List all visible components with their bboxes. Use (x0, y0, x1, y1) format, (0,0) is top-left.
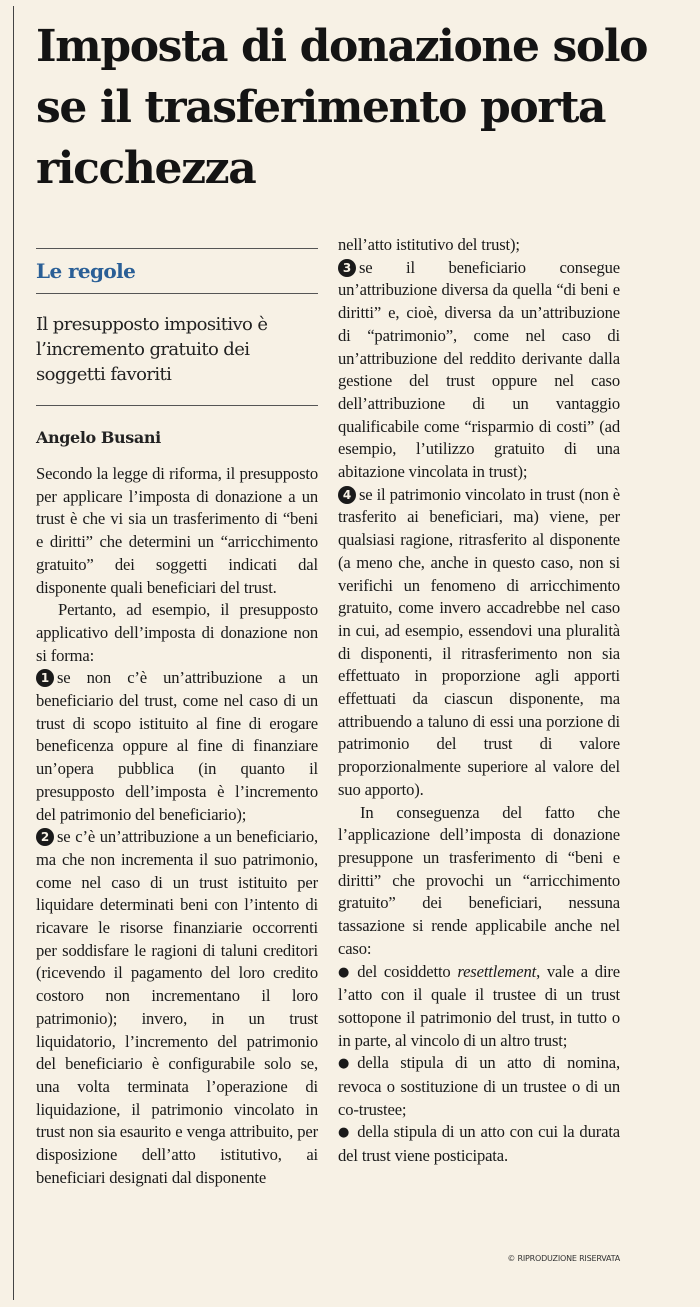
bullet-icon: ● (338, 964, 350, 980)
number-3-badge: 3 (338, 259, 356, 277)
bullet-item-3: ● della stipula di un atto con cui la durata del trust viene posticipata. (338, 1122, 620, 1166)
list-item-3: 3 se il beneficiario consegue un’attribuzione diversa da quella “di beni e diritti” e, cioè, diversa da un’attribuzione di “patrimonio”, come nel caso di un’attribuzione del reddito derivante dalla gestione del trust oppure nel caso dell’attribuzione di un vantaggio qualificabile come “risparmio di costi” (ad esempio, l’utilizzo gratuito di una abitazione vincolata in trust); (338, 257, 620, 482)
paragraph-consequence: In conseguenza del fatto che l’applicazione dell’imposta di donazione presuppone un trasferimento di “beni e diritti” che provochi un “arricchimento gratuito” dei beneficiari, nessuna tassazione si rende applicabile anche nel caso: (338, 802, 620, 958)
number-2-badge: 2 (36, 828, 54, 846)
headline: Imposta di donazione solo se il trasferimento porta ricchezza (36, 21, 648, 194)
paragraph-example: Pertanto, ad esempio, il presupposto applicativo dell’imposta di donazione non si forma: (36, 600, 318, 665)
list-item-2: 2 se c’è un’attribuzione a un beneficiario, ma che non incrementa il suo patrimonio, come nel caso di un trust istituito per liquidare determinati beni con l’intento di ricavare le risorse finanziarie occorrenti per soddisfare le ragioni di taluni creditori (ricevendo il pagamento del loro credito costoro non incrementano il loro patrimonio); invero, in un trust liquidatorio, l’incremento del patrimonio del beneficiario è configurabile solo se, una volta terminata l’operazione di liquidazione, il patrimonio vincolato in trust non sia esaurito e venga attribuito, per disposizione dell’atto istitutivo, ai beneficiari designati dal disponente (36, 827, 318, 1187)
column-divider-line (13, 6, 14, 1300)
list-item-4: 4 se il patrimonio vincolato in trust (non è trasferito ai beneficiari, ma) viene, per qualsiasi ragione, ritrasferito al disponente (a meno che, anche in questo caso, non si verifichi un fenomeno di arricchimento gratuito, come invero accadrebbe nel caso in cui, ad esempio, essendovi una pluralità di disponenti, il ritrasferimento non sia effettuato in proporzione agli apporti effettuati da ciascun disponente, ma attribuendo a taluno di essi una porzione di patrimonio del trust di valore proporzionalmente superiore al valore del suo apporto). (338, 484, 620, 799)
paragraph-intro: Secondo la legge di riforma, il presupposto per applicare l’imposta di donazione a un trust è che vi sia un trasferimento di “beni e diritti” che determini un “arricchimento gratuito” dei soggetti indicati dal disponente quali beneficiari del trust. (36, 464, 318, 597)
top-rule (36, 248, 318, 249)
list-item-2-continued: nell’atto istitutivo del trust); (338, 235, 520, 254)
section-label: Le regole (36, 259, 136, 283)
bullet-item-1: ● del cosiddetto resettlement, vale a dire l’atto con il quale il trustee di un trust sottopone il patrimonio del trust, in tutto o in parte, al vincolo di un altro trust; (338, 961, 620, 1050)
number-4-badge: 4 (338, 486, 356, 504)
list-item-1: 1 se non c’è un’attribuzione a un beneficiario del trust, come nel caso di un trust di scopo istituito al fine di erogare beneficenza oppure al fine di finanziare un’opera pubblica (in quanto il presupposto dell’imposta è l’incremento del patrimonio del beneficiario); (36, 668, 318, 824)
copyright-notice: © RIPRODUZIONE RISERVATA (507, 1254, 620, 1263)
bullet-icon: ● (338, 1125, 350, 1141)
article-body-left (36, 463, 318, 1190)
subhead-rule (36, 405, 318, 406)
author-byline: Angelo Busani (36, 428, 161, 447)
section-rule (36, 293, 318, 294)
right-column (338, 234, 620, 1168)
left-column (36, 248, 318, 1190)
bullet-icon: ● (338, 1056, 350, 1072)
subheadline: Il presupposto impositivo è l’incremento gratuito dei soggetti favoriti (36, 314, 268, 385)
number-1-badge: 1 (36, 669, 54, 687)
bullet-item-2: ● della stipula di un atto di nomina, revoca o sostituzione di un trustee o di un co-trustee; (338, 1053, 620, 1119)
article-body-right (338, 234, 620, 1168)
